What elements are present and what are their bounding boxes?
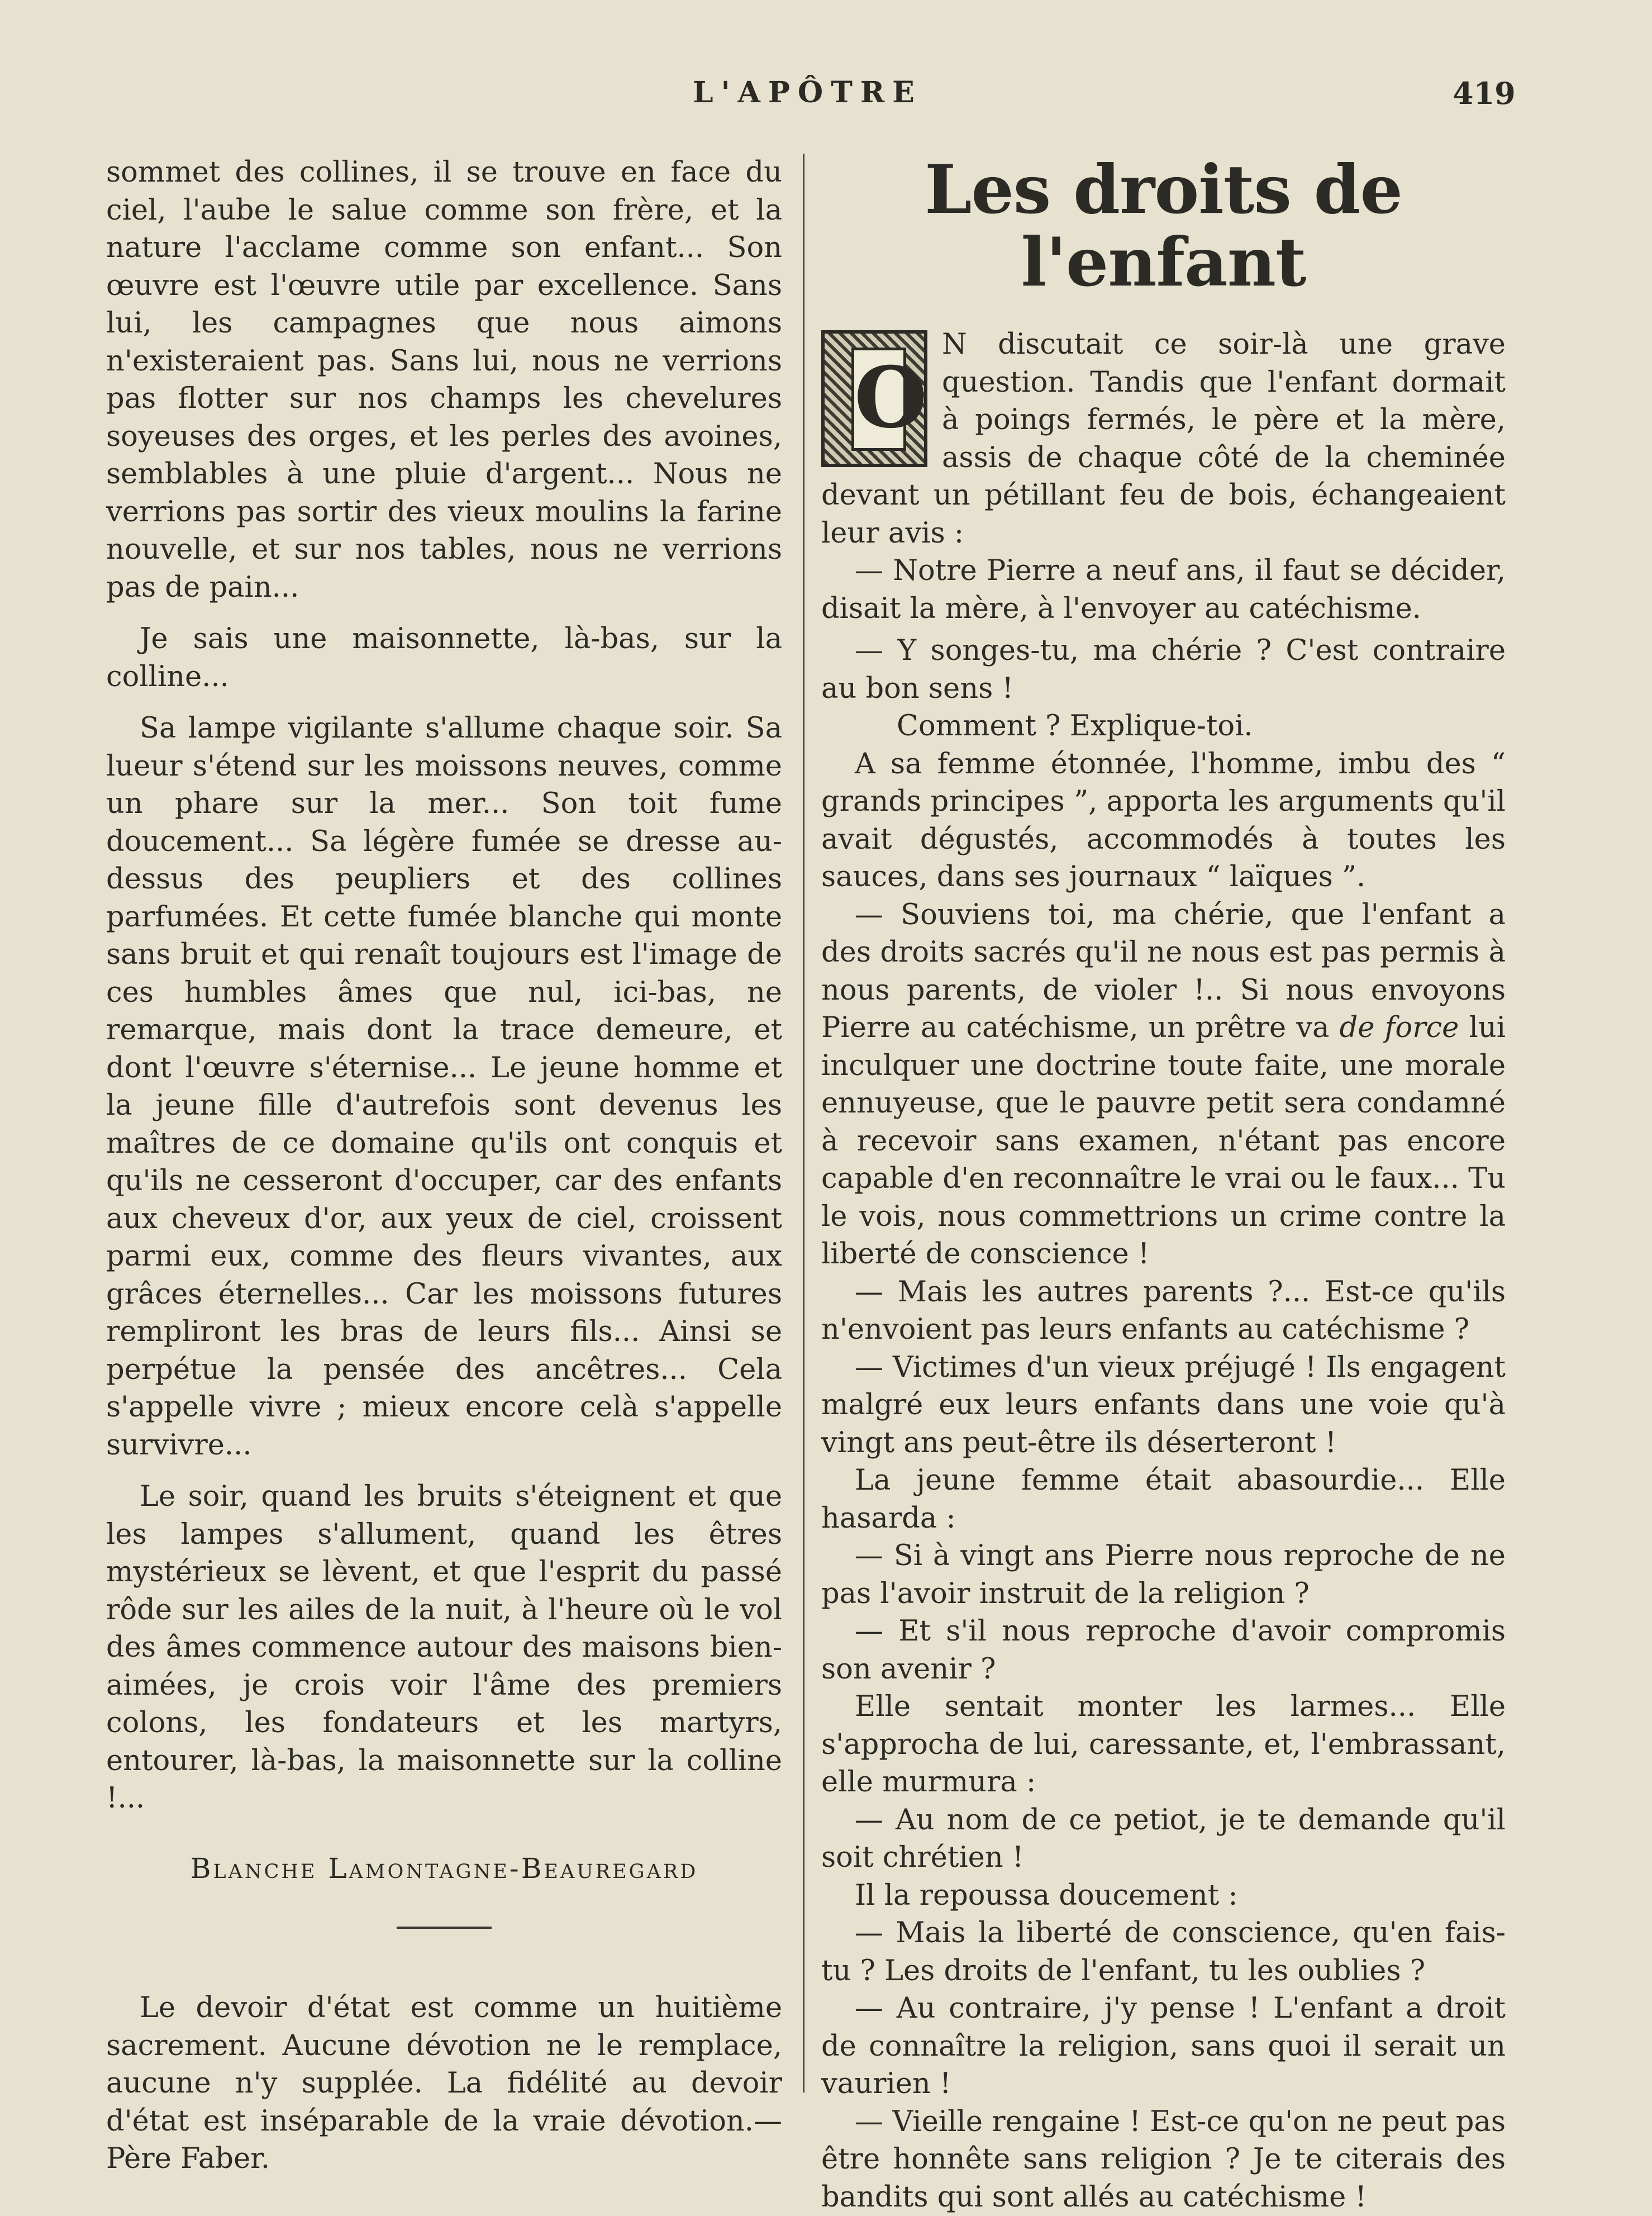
right-paragraph-5: A sa femme étonnée, l'homme, imbu des “ grands principes ”, apporta les arguments qu'il avait dégustés, accommodés à toutes les sauces, dans ses journaux “ laïques ”. xyxy=(821,745,1506,896)
p6-italic: de force xyxy=(1340,1011,1459,1044)
right-paragraph-2: — Notre Pierre a neuf ans, il faut se décider, disait la mère, à l'envoyer au catéchisme. xyxy=(821,552,1506,627)
left-paragraph-4: Le soir, quand les bruits s'éteignent et que les lampes s'allument, quand les êtres mystérieux se lèvent, et que l'esprit du passé rôde sur les ailes de la nuit, à l'heure où le vol des âmes commence autour des maisons bien-aimées, je crois voir l'âme des premiers colons, les fondateurs et les martyrs, entourer, là-bas, la maisonnette sur la colline !... xyxy=(106,1478,782,1818)
drop-cap-letter: O xyxy=(851,348,906,451)
right-paragraph-6 xyxy=(821,896,1506,1273)
right-paragraph-8: — Victimes d'un vieux préjugé ! Ils engagent malgré eux leurs enfants dans une voie qu'à vingt ans peut-être ils déserteront ! xyxy=(821,1349,1506,1462)
right-paragraph-16: — Au contraire, j'y pense ! L'enfant a droit de connaître la religion, sans quoi il serait un vaurien ! xyxy=(821,1990,1506,2103)
right-paragraph-11: — Et s'il nous reproche d'avoir compromis son avenir ? xyxy=(821,1613,1506,1688)
author-signature: Blanche Lamontagne-Beauregard xyxy=(106,1850,782,1888)
right-column xyxy=(821,154,1506,2216)
right-paragraph-7: — Mais les autres parents ?... Est-ce qu'ils n'envoient pas leurs enfants au catéchisme ? xyxy=(821,1273,1506,1349)
right-paragraph-9: La jeune femme était abasourdie... Elle hasarda : xyxy=(821,1462,1506,1537)
p6-text-b: lui inculquer une doctrine toute faite, une morale ennuyeuse, que le pauvre petit sera condamné à recevoir sans examen, n'étant pas encore capable d'en reconnaître le vrai ou le faux... Tu le vois, nous commettrions un crime contre la liberté de conscience ! xyxy=(821,1011,1506,1271)
right-paragraph-10: — Si à vingt ans Pierre nous reproche de ne pas l'avoir instruit de la religion ? xyxy=(821,1537,1506,1613)
page-number: 419 xyxy=(1453,75,1516,111)
p6-text-a: — Souviens toi, ma chérie, que l'enfant a des droits sacrés qu'il ne nous est pas permis à nous parents, de violer !.. Si nous envoyons Pierre au catéchisme, un prêtre va xyxy=(821,898,1506,1045)
running-title: L'APÔTRE xyxy=(693,75,922,110)
ornamental-drop-cap xyxy=(821,330,927,467)
right-paragraph-3: — Y songes-tu, ma chérie ? C'est contraire au bon sens ! xyxy=(821,632,1506,707)
left-paragraph-1: sommet des collines, il se trouve en face du ciel, l'aube le salue comme son frère, et la nature l'acclame comme son enfant... Son œuvre est l'œuvre utile par excellence. Sans lui, les campagnes que nous aimons n'existeraient pas. Sans lui, nous ne verrions pas flotter sur nos champs les chevelures soyeuses des orges, et les perles des avoines, semblables à une pluie d'argent... Nous ne verrions pas sortir des vieux moulins la farine nouvelle, et sur nos tables, nous ne verrions pas de pain... xyxy=(106,154,782,606)
left-paragraph-3: Sa lampe vigilante s'allume chaque soir. Sa lueur s'étend sur les moissons neuves, comme un phare sur la mer... Son toit fume doucement... Sa légère fumée se dresse au-dessus des peupliers et des collines parfumées. Et cette fumée blanche qui monte sans bruit et qui renaît toujours est l'image de ces humbles âmes que nul, ici-bas, ne remarque, mais dont la trace demeure, et dont l'œuvre s'éternise... Le jeune homme et la jeune fille d'autrefois sont devenus les maîtres de ce domaine qu'ils ont conquis et qu'ils ne cesseront d'occuper, car des enfants aux cheveux d'or, aux yeux de ciel, croissent parmi eux, comme des fleurs vivantes, aux grâces éternelles... Car les moissons futures rempliront les bras de leurs fils... Ainsi se perpétue la pensée des ancêtres... Cela s'appelle vivre ; mieux encore celà s'appelle survivre... xyxy=(106,710,782,1464)
right-paragraph-17: — Vieille rengaine ! Est-ce qu'on ne peut pas être honnête sans religion ? Je te citerais des bandits qui sont allés au catéchisme ! xyxy=(821,2103,1506,2216)
left-paragraph-2: Je sais une maisonnette, là-bas, sur la colline... xyxy=(106,620,782,696)
right-paragraph-1: N discutait ce soir-là une grave question. Tandis que l'enfant dormait à poings fermés, le père et la mère, assis de chaque côté de la cheminée devant un pétillant feu de bois, échangeaient leur avis : xyxy=(821,326,1506,552)
left-column xyxy=(106,154,782,2178)
faber-quote: Le devoir d'état est comme un huitième sacrement. Aucune dévotion ne le remplace, aucune n'y supplée. La fidélité au devoir d'état est inséparable de la vraie dévotion.— Père Faber. xyxy=(106,1989,782,2178)
column-rule xyxy=(803,154,804,2093)
right-paragraph-4: Comment ? Explique-toi. xyxy=(821,707,1506,745)
right-paragraph-13: — Au nom de ce petiot, je te demande qu'il soit chrétien ! xyxy=(821,1801,1506,1877)
section-divider xyxy=(397,1927,492,1929)
right-paragraph-12: Elle sentait monter les larmes... Elle s'approcha de lui, caressante, et, l'embrassant, elle murmura : xyxy=(821,1688,1506,1801)
right-paragraph-15: — Mais la liberté de conscience, qu'en fais-tu ? Les droits de l'enfant, tu les oublies ? xyxy=(821,1914,1506,1990)
right-paragraph-14: Il la repoussa doucement : xyxy=(821,1877,1506,1915)
article-title: Les droits de l'enfant xyxy=(821,154,1506,299)
